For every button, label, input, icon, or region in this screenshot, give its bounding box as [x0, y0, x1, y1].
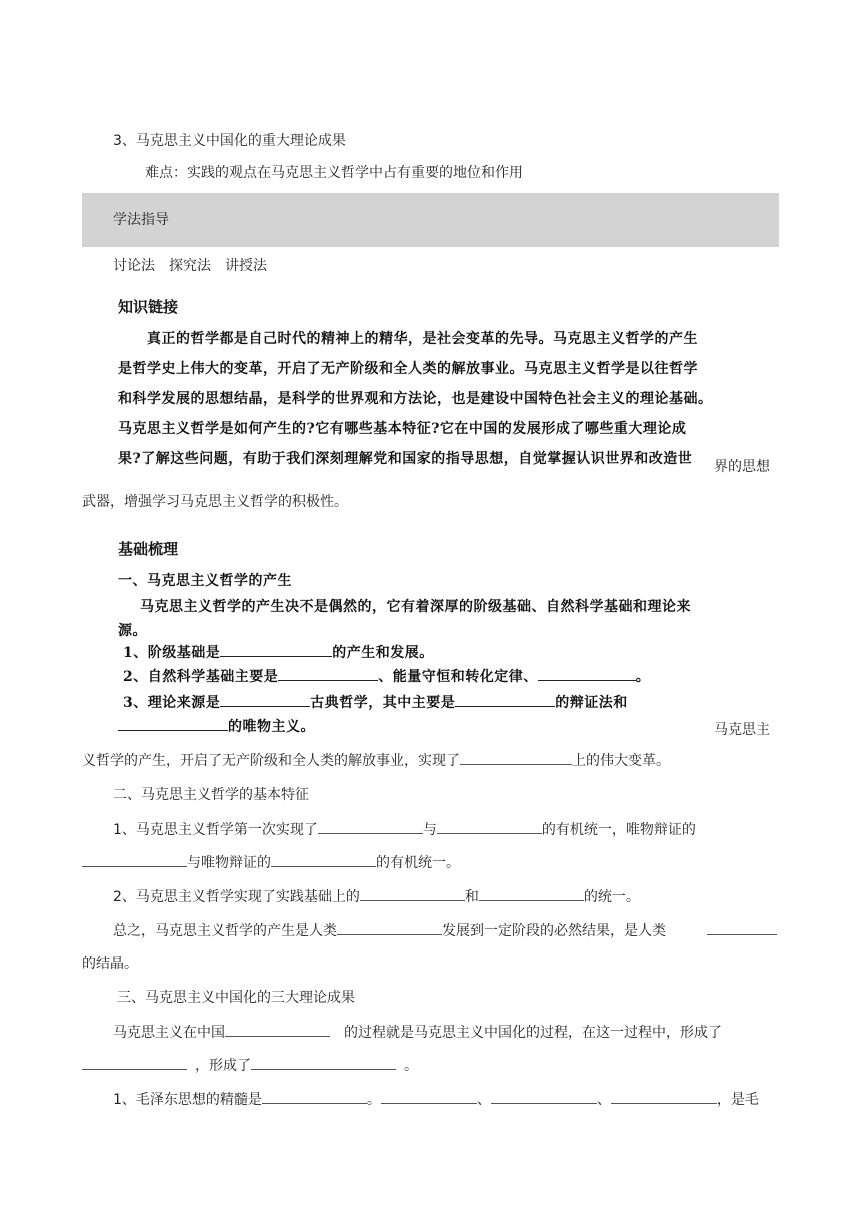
mao-line: [113, 1089, 759, 1110]
item-3-text-3: 的辩证法和: [555, 695, 628, 711]
summary-blank: [707, 920, 777, 941]
blank-field[interactable]: [278, 666, 378, 681]
item-1-text-2: 的产生和发展。: [332, 645, 434, 661]
section-3-title: 三、马克思主义中国化的三大理论成果: [117, 990, 355, 1006]
china-line: [113, 1022, 722, 1043]
blank-field[interactable]: [437, 819, 542, 834]
china-text: 马克思主义在中国: [113, 1025, 225, 1041]
knowledge-continuation: 武器，增强学习马克思主义哲学的积极性。: [82, 494, 348, 510]
item-3: [123, 692, 628, 712]
item-1: [123, 642, 434, 662]
knowledge-tail: 界的思想: [714, 459, 770, 475]
china-cont: [82, 1055, 418, 1076]
blank-field[interactable]: [82, 852, 187, 867]
feature-1-text-2: 与: [422, 822, 437, 838]
item-3-tail: 马克思主: [714, 722, 770, 738]
summary-cont: 的结晶。: [82, 956, 138, 972]
knowledge-line-2: 是哲学史上伟大的变革，开启了无产阶级和全人类的解放事业。马克思主义哲学是以往哲学: [118, 361, 698, 377]
knowledge-title: 知识链接: [118, 298, 179, 316]
knowledge-line-5: 果?了解这些问题，有助于我们深刻理解党和国家的指导思想，自觉掌握认识世界和改造世: [118, 451, 693, 467]
blank-field[interactable]: [251, 1055, 396, 1070]
blank-field[interactable]: [707, 920, 777, 935]
feature-1: [113, 819, 696, 840]
item-3-text-2: 古典哲学，其中主要是: [310, 695, 456, 711]
blank-field[interactable]: [271, 852, 376, 867]
feature-2-text-3: 的统一。: [583, 889, 640, 905]
blank-field[interactable]: [491, 1089, 597, 1104]
blank-field[interactable]: [337, 920, 442, 935]
point-3: 3、马克思主义中国化的重大理论成果: [113, 133, 346, 149]
paragraph-1-text-2: 上的伟大变革。: [572, 753, 670, 769]
feature-1-text: 1、马克思主义哲学第一次实现了: [113, 822, 318, 838]
mao-text-5: ，是毛: [716, 1092, 759, 1108]
section-2-title: 二、马克思主义哲学的基本特征: [113, 787, 309, 803]
method-header-band: [82, 193, 779, 247]
paragraph-1-text: 义哲学的产生，开启了无产阶级和全人类的解放事业，实现了: [82, 753, 460, 769]
paragraph-1: [82, 750, 670, 771]
feature-2-text: 2、马克思主义哲学实现了实践基础上的: [113, 889, 360, 905]
blank-field[interactable]: [381, 1089, 477, 1104]
blank-field[interactable]: [460, 750, 572, 765]
blank-field[interactable]: [225, 1022, 330, 1037]
knowledge-line-3: 和科学发展的思想结晶，是科学的世界观和方法论，也是建设中国特色社会主义的理论基础。: [118, 391, 713, 407]
item-3-text-4: 的唯物主义。: [228, 719, 315, 735]
knowledge-line-1: 真正的哲学都是自己时代的精神上的精华，是社会变革的先导。马克思主义哲学的产生: [147, 331, 698, 347]
china-text-4: 。: [404, 1058, 418, 1074]
feature-1-cont: [82, 852, 460, 873]
section-1-intro: 马克思主义哲学的产生决不是偶然的，它有着深厚的阶级基础、自然科学基础和理论来: [140, 599, 691, 615]
feature-1-text-3: 的有机统一，唯物辩证的: [541, 822, 696, 838]
china-text-2: 的过程就是马克思主义中国化的过程，在这一过程中，形成了: [344, 1025, 722, 1041]
basics-title: 基础梳理: [118, 540, 179, 558]
blank-field[interactable]: [318, 819, 423, 834]
difficulty-line: 难点：实践的观点在马克思主义哲学中占有重要的地位和作用: [145, 165, 523, 181]
section-1-title: 一、马克思主义哲学的产生: [118, 573, 292, 589]
blank-field[interactable]: [479, 886, 584, 901]
blank-field[interactable]: [220, 642, 332, 657]
item-3-cont: [118, 716, 315, 736]
summary-line: [113, 920, 666, 941]
mao-text: 1、毛泽东思想的精髓是: [113, 1092, 262, 1108]
mao-text-3: 、: [476, 1092, 491, 1108]
item-2-text: 2、自然科学基础主要是: [123, 669, 279, 685]
item-2-text-2: 、能量守恒和转化定律、: [378, 669, 538, 685]
method-items: 讨论法 探究法 讲授法: [113, 258, 267, 274]
mao-text-2: 。: [366, 1092, 381, 1108]
blank-field[interactable]: [611, 1089, 717, 1104]
summary-text: 总之，马克思主义哲学的产生是人类: [113, 923, 337, 939]
china-text-3: ，形成了: [195, 1058, 251, 1074]
blank-field[interactable]: [262, 1089, 367, 1104]
summary-text-2: 发展到一定阶段的必然结果，是人类: [442, 923, 666, 939]
blank-field[interactable]: [118, 716, 228, 731]
section-1-intro-2: 源。: [118, 623, 147, 639]
blank-field[interactable]: [220, 692, 310, 707]
blank-field[interactable]: [538, 666, 636, 681]
item-3-text: 3、理论来源是: [123, 695, 221, 711]
feature-2-text-2: 和: [464, 889, 479, 905]
item-1-text: 1、阶级基础是: [123, 645, 221, 661]
feature-2: [113, 886, 640, 907]
blank-field[interactable]: [82, 1055, 187, 1070]
knowledge-line-4: 马克思主义哲学是如何产生的?它有哪些基本特征?它在中国的发展形成了哪些重大理论成: [118, 421, 687, 437]
blank-field[interactable]: [455, 692, 555, 707]
blank-field[interactable]: [360, 886, 465, 901]
method-header: 学法指导: [113, 212, 169, 228]
item-2-text-3: 。: [635, 669, 651, 685]
mao-text-4: 、: [596, 1092, 611, 1108]
feature-1-text-5: 的有机统一。: [376, 855, 460, 871]
feature-1-text-4: 与唯物辩证的: [187, 855, 271, 871]
item-2: [123, 666, 650, 686]
